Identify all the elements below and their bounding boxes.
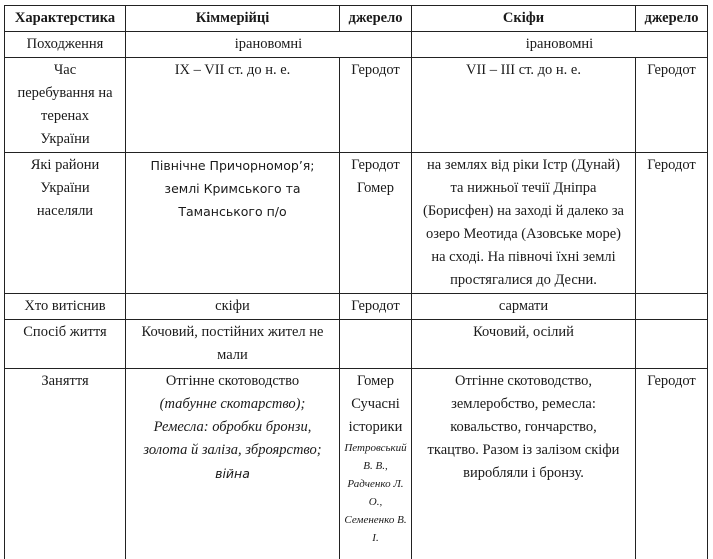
time-cimmerians: IX – VII ст. до н. е. <box>126 58 340 153</box>
time-label: Час перебування на теренах України <box>5 58 126 153</box>
header-source-1: джерело <box>340 6 412 32</box>
displaced-source-2 <box>636 294 708 320</box>
lifestyle-scythians: Кочовий, осілий <box>412 320 636 369</box>
occupation-label: Заняття <box>5 369 126 559</box>
row-regions <box>5 153 708 294</box>
time-source-2: Геродот <box>636 58 708 153</box>
occupation-source-1: Гомер Сучасні історики Петровський В. В., Радченко Л. О., Семененко В. І. <box>340 369 412 559</box>
origin-label: Походження <box>5 32 126 58</box>
occupation-scythians: Отгінне скотоводство, землеробство, ремесла: ковальство, гончарство, ткацтво. Разом із залізом скіфи виробляли і бронзу. <box>412 369 636 559</box>
regions-cimmerians: Північне Причорномор’я; землі Кримського та Таманського п/о <box>126 153 340 294</box>
regions-scythians: на землях від ріки Істр (Дунай) та нижньої течії Дніпра (Борисфен) на заході й далеко за озеро Меотида (Азовське море) на сході. На півночі їхні землі простягалися до Десни. <box>412 153 636 294</box>
comparison-table <box>4 5 708 559</box>
row-occupation <box>5 369 708 559</box>
displaced-source-1: Геродот <box>340 294 412 320</box>
regions-source-2: Геродот <box>636 153 708 294</box>
lifestyle-source-1 <box>340 320 412 369</box>
row-lifestyle <box>5 320 708 369</box>
time-scythians: VII – III ст. до н. е. <box>412 58 636 153</box>
lifestyle-source-2 <box>636 320 708 369</box>
header-row <box>5 6 708 32</box>
regions-label: Які райони України населяли <box>5 153 126 294</box>
row-displaced <box>5 294 708 320</box>
origin-scythians: ірановомні <box>412 32 708 58</box>
displaced-label: Хто витіснив <box>5 294 126 320</box>
occupation-source-2: Геродот <box>636 369 708 559</box>
occupation-cimmerians: Отгінне скотоводство (табунне скотарство); Ремесла: обробки бронзи, золота й заліза, зброярство; війна <box>126 369 340 559</box>
header-scythians: Скіфи <box>412 6 636 32</box>
row-time <box>5 58 708 153</box>
origin-cimmerians: ірановомні <box>126 32 412 58</box>
header-characteristic: Характерстика <box>5 6 126 32</box>
lifestyle-cimmerians: Кочовий, постійних жител не мали <box>126 320 340 369</box>
displaced-cimmerians: скіфи <box>126 294 340 320</box>
regions-source-1: Геродот Гомер <box>340 153 412 294</box>
displaced-scythians: сармати <box>412 294 636 320</box>
header-source-2: джерело <box>636 6 708 32</box>
lifestyle-label: Спосіб життя <box>5 320 126 369</box>
header-cimmerians: Кіммерійці <box>126 6 340 32</box>
row-origin <box>5 32 708 58</box>
time-source-1: Геродот <box>340 58 412 153</box>
